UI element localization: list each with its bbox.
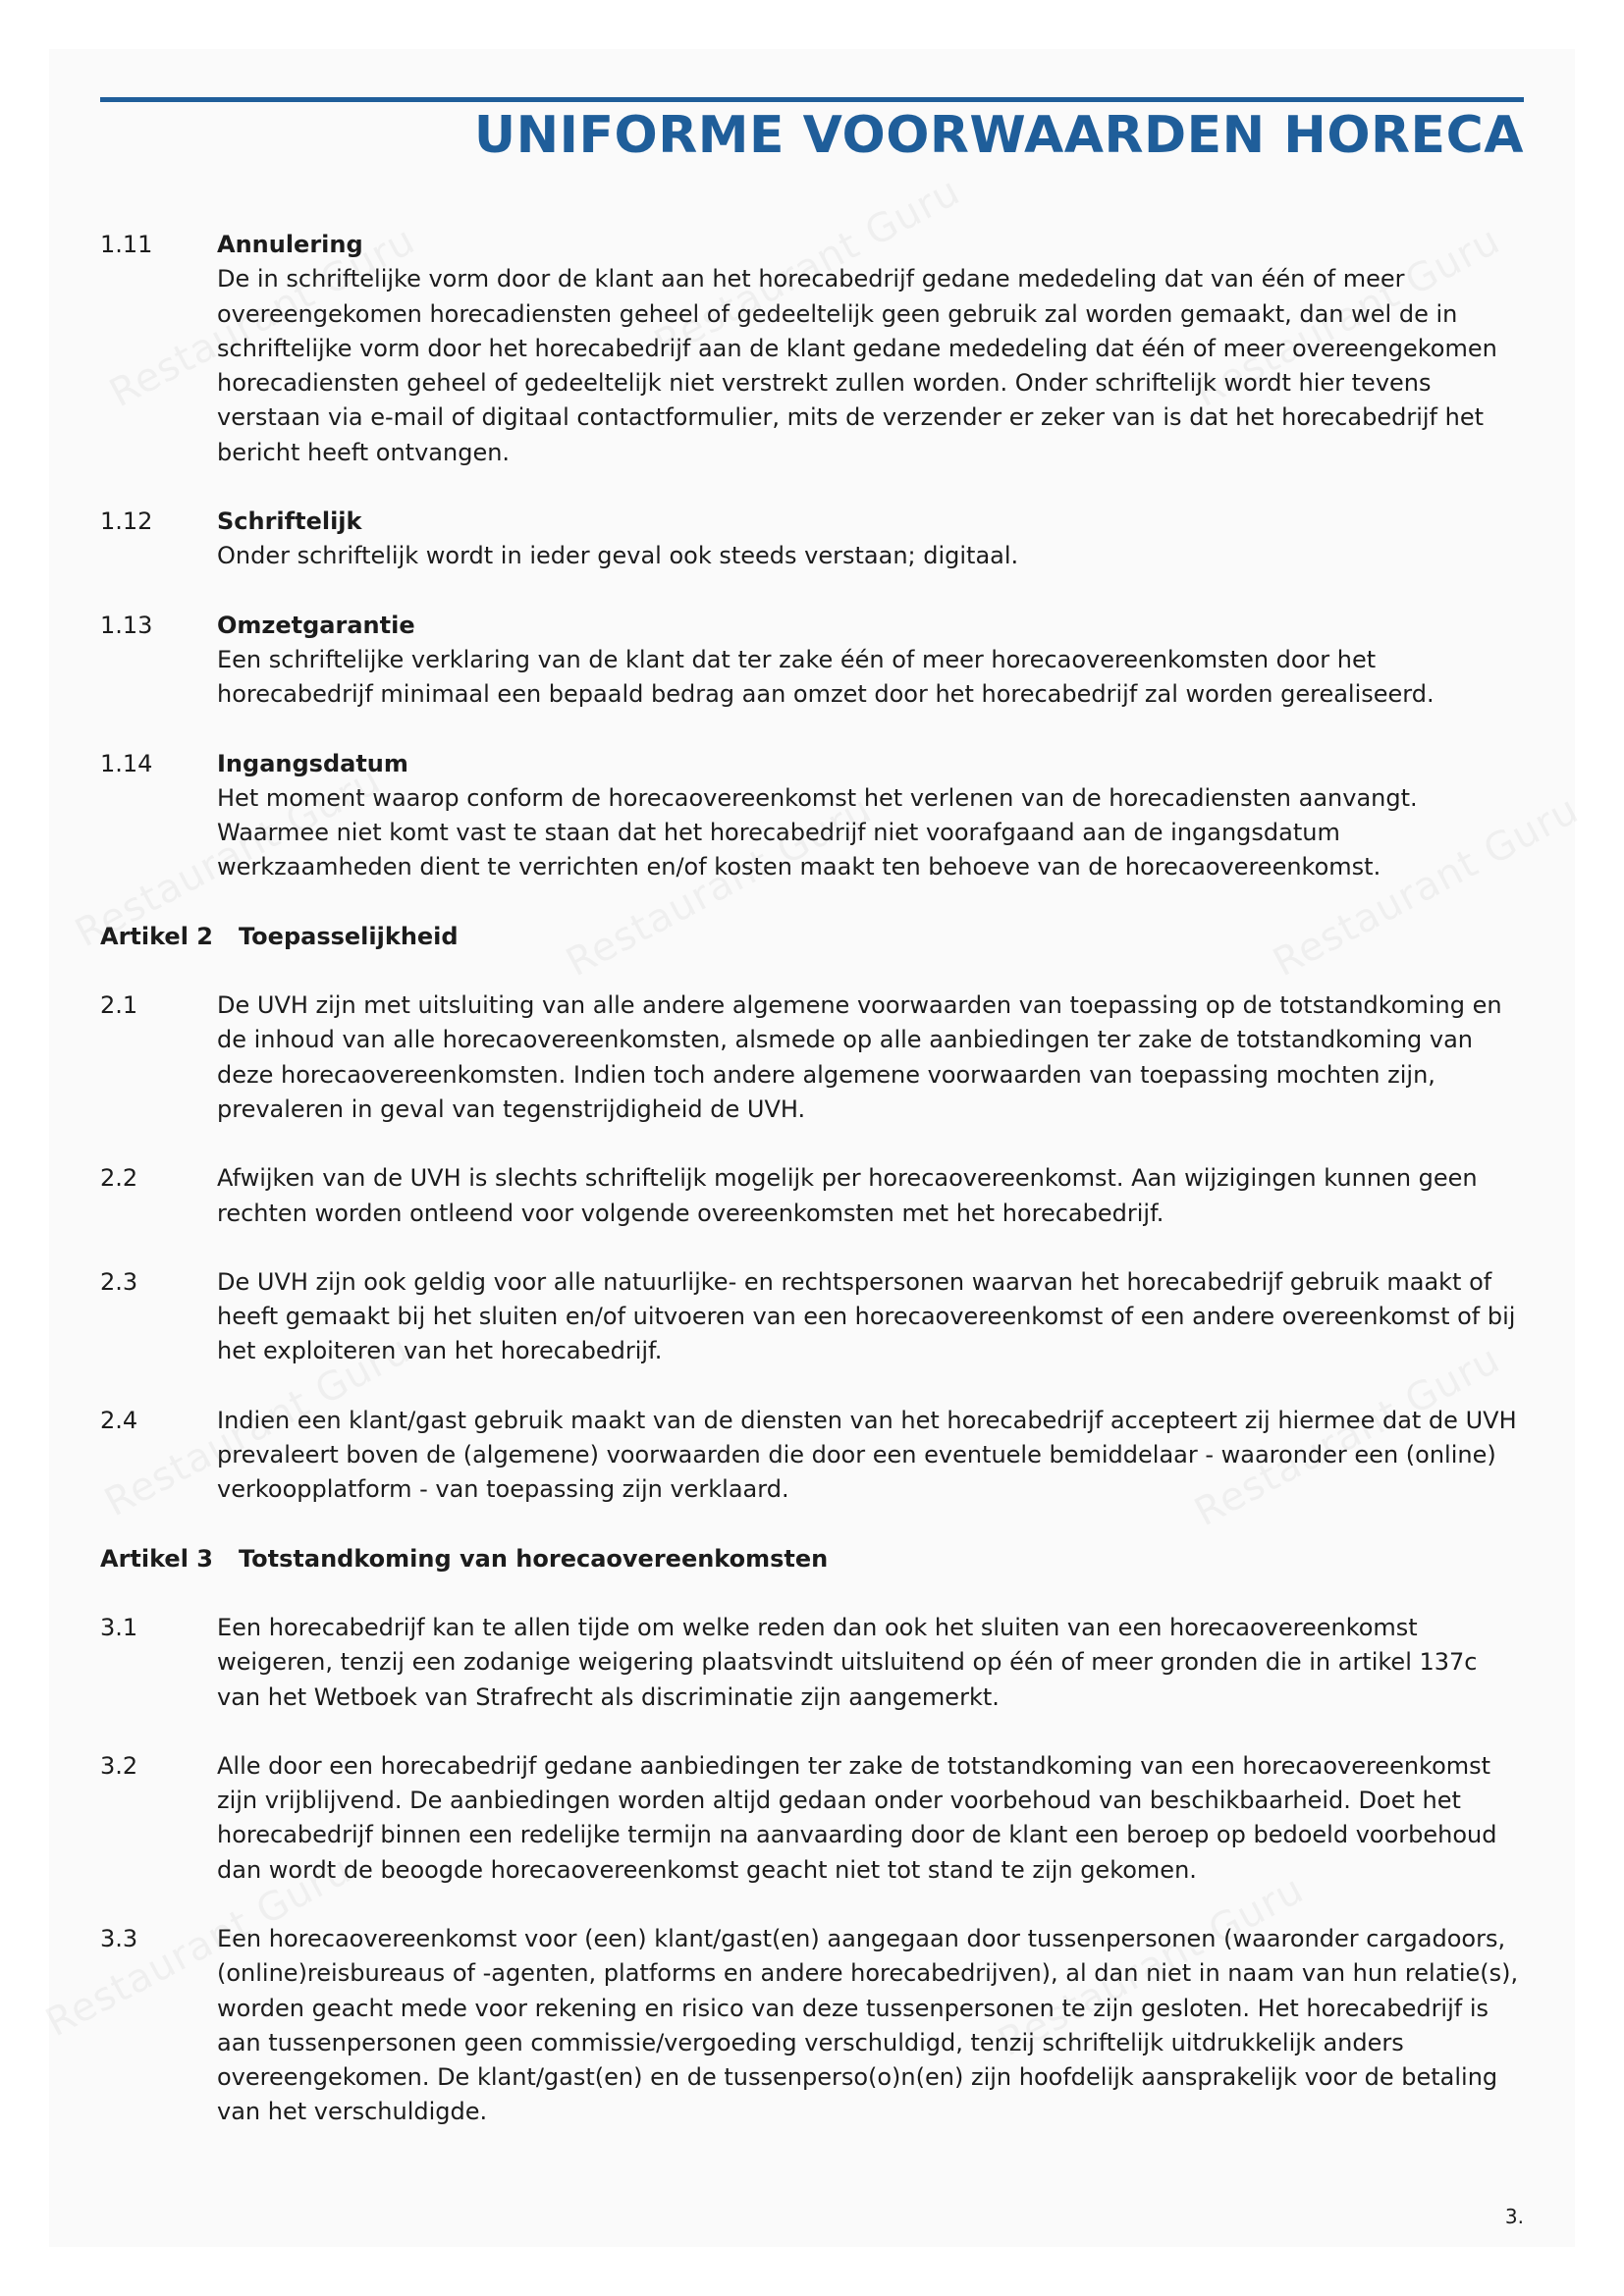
section-text: Het moment waarop conform de horecaovereenkomst het verlenen van de horecadiensten aanvangt. Waarmee niet komt vast te staan dat het horecabedrijf niet voorafgaand aan de ingangsdatum werkzaamheden dient te verrichten en/of kosten maakt ten behoeve van de horecaovereenkomst. bbox=[217, 783, 1418, 881]
section-text: Afwijken van de UVH is slechts schriftelijk mogelijk per horecaovereenkomst. Aan wijzigingen kunnen geen rechten worden ontleend voor volgende overeenkomsten met het horecabedrijf. bbox=[217, 1164, 1478, 1227]
section-text: Indien een klant/gast gebruik maakt van de diensten van het horecabedrijf accepteert zij hiermee dat de UVH prevaleert boven de (algemene) voorwaarden die door een eventuele bemiddelaar - waaronder een (online) verkoopplatform - van toepassing zijn verklaard. bbox=[217, 1406, 1517, 1504]
section-text: Een horecaovereenkomst voor (een) klant/gast(en) aangegaan door tussenpersonen (waaronder cargadoors, (online)reisbureaus of -agenten, platforms en andere horecabedrijven), al dan niet in naam van hun relatie(s), worden geacht mede voor rekening en risico van deze tussenpersonen te zijn gesloten. Het horecabedrijf is aan tussenpersonen geen commissie/vergoeding verschuldigd, tenzij schriftelijk uitdrukkelijk anders overeengekomen. De klant/gast(en) en de tussenperso(o)n(en) zijn hoofdelijk aansprakelijk voor de betaling van het verschuldigde. bbox=[217, 1924, 1519, 2126]
header-rule bbox=[100, 97, 1524, 102]
section-text: Alle door een horecabedrijf gedane aanbiedingen ter zake de totstandkoming van een horecaovereenkomst zijn vrijblijvend. De aanbiedingen worden altijd gedaan onder voorbehoud van beschikbaarheid. Doet het horecabedrijf binnen een redelijke termijn na aanvaarding door de klant een beroep op bedoeld voorbehoud dan wordt de beoogde horecaovereenkomst geacht niet tot stand te zijn gekomen. bbox=[217, 1751, 1497, 1884]
article-number: Artikel 2 bbox=[100, 922, 213, 950]
section-heading: Omzetgarantie bbox=[217, 611, 415, 639]
section-number: 2.4 bbox=[100, 1406, 138, 1434]
section-number: 3.3 bbox=[100, 1924, 138, 1952]
section-number: 2.3 bbox=[100, 1267, 138, 1296]
section-number: 1.13 bbox=[100, 611, 153, 639]
article-3-heading bbox=[100, 1542, 1524, 1576]
section-number: 3.1 bbox=[100, 1613, 138, 1641]
section-2-1 bbox=[100, 988, 1524, 1127]
section-text: Een horecabedrijf kan te allen tijde om welke reden dan ook het sluiten van een horecaovereenkomst weigeren, tenzij een zodanige weigering plaatsvindt uitsluitend op één of meer gronden die in artikel 137c van het Wetboek van Strafrecht als discriminatie zijn aangemerkt. bbox=[217, 1613, 1478, 1711]
section-number: 1.14 bbox=[100, 749, 153, 777]
section-text: De in schriftelijke vorm door de klant aan het horecabedrijf gedane mededeling dat van één of meer overeengekomen horecadiensten geheel of gedeeltelijk geen gebruik zal worden gemaakt, dan wel de in schriftelijke vorm door het horecabedrijf aan de klant gedane mededeling dat één of meer overeengekomen horecadiensten geheel of gedeeltelijk niet verstrekt zullen worden. Onder schriftelijk wordt hier tevens verstaan via e-mail of digitaal contactformulier, mits de verzender er zeker van is dat het horecabedrijf het bericht heeft ontvangen. bbox=[217, 265, 1497, 466]
article-title: Totstandkoming van horecaovereenkomsten bbox=[239, 1544, 829, 1573]
section-text: Onder schriftelijk wordt in ieder geval ook steeds verstaan; digitaal. bbox=[217, 542, 1019, 570]
section-text: De UVH zijn ook geldig voor alle natuurlijke- en rechtspersonen waarvan het horecabedrijf gebruik maakt of heeft gemaakt bij het sluiten en/of uitvoeren van een horecaovereenkomst of een andere overeenkomst of bij het exploiteren van het horecabedrijf. bbox=[217, 1267, 1516, 1365]
section-text: Een schriftelijke verklaring van de klant dat ter zake één of meer horecaovereenkomsten door het horecabedrijf minimaal een bepaald bedrag aan omzet door het horecabedrijf zal worden gerealiseerd. bbox=[217, 645, 1435, 709]
section-2-3 bbox=[100, 1265, 1524, 1369]
article-2-heading bbox=[100, 920, 1524, 954]
section-3-2 bbox=[100, 1749, 1524, 1888]
section-1-13 bbox=[100, 609, 1524, 713]
section-1-12 bbox=[100, 505, 1524, 574]
article-title: Toepasselijkheid bbox=[239, 922, 459, 950]
section-3-1 bbox=[100, 1611, 1524, 1715]
section-3-3 bbox=[100, 1922, 1524, 2130]
page-title: UNIFORME VOORWAARDEN HORECA bbox=[473, 106, 1524, 165]
section-2-4 bbox=[100, 1404, 1524, 1508]
section-1-14 bbox=[100, 747, 1524, 885]
section-text: De UVH zijn met uitsluiting van alle andere algemene voorwaarden van toepassing op de totstandkoming en de inhoud van alle horecaovereenkomsten, alsmede op alle aanbiedingen ter zake de totstandkoming van deze horecaovereenkomsten. Indien toch andere algemene voorwaarden van toepassing mochten zijn, prevaleren in geval van tegenstrijdigheid de UVH. bbox=[217, 991, 1502, 1123]
section-heading: Schriftelijk bbox=[217, 507, 362, 536]
section-number: 3.2 bbox=[100, 1751, 138, 1780]
section-2-2 bbox=[100, 1161, 1524, 1231]
document-body bbox=[100, 228, 1524, 2164]
section-number: 2.2 bbox=[100, 1164, 138, 1193]
section-number: 1.12 bbox=[100, 507, 153, 536]
section-heading: Annulering bbox=[217, 231, 363, 258]
section-heading: Ingangsdatum bbox=[217, 749, 408, 777]
section-number: 2.1 bbox=[100, 991, 138, 1020]
section-1-11 bbox=[100, 228, 1524, 470]
page-number: 3. bbox=[1504, 2205, 1524, 2228]
article-number: Artikel 3 bbox=[100, 1544, 213, 1573]
section-number: 1.11 bbox=[100, 231, 153, 258]
